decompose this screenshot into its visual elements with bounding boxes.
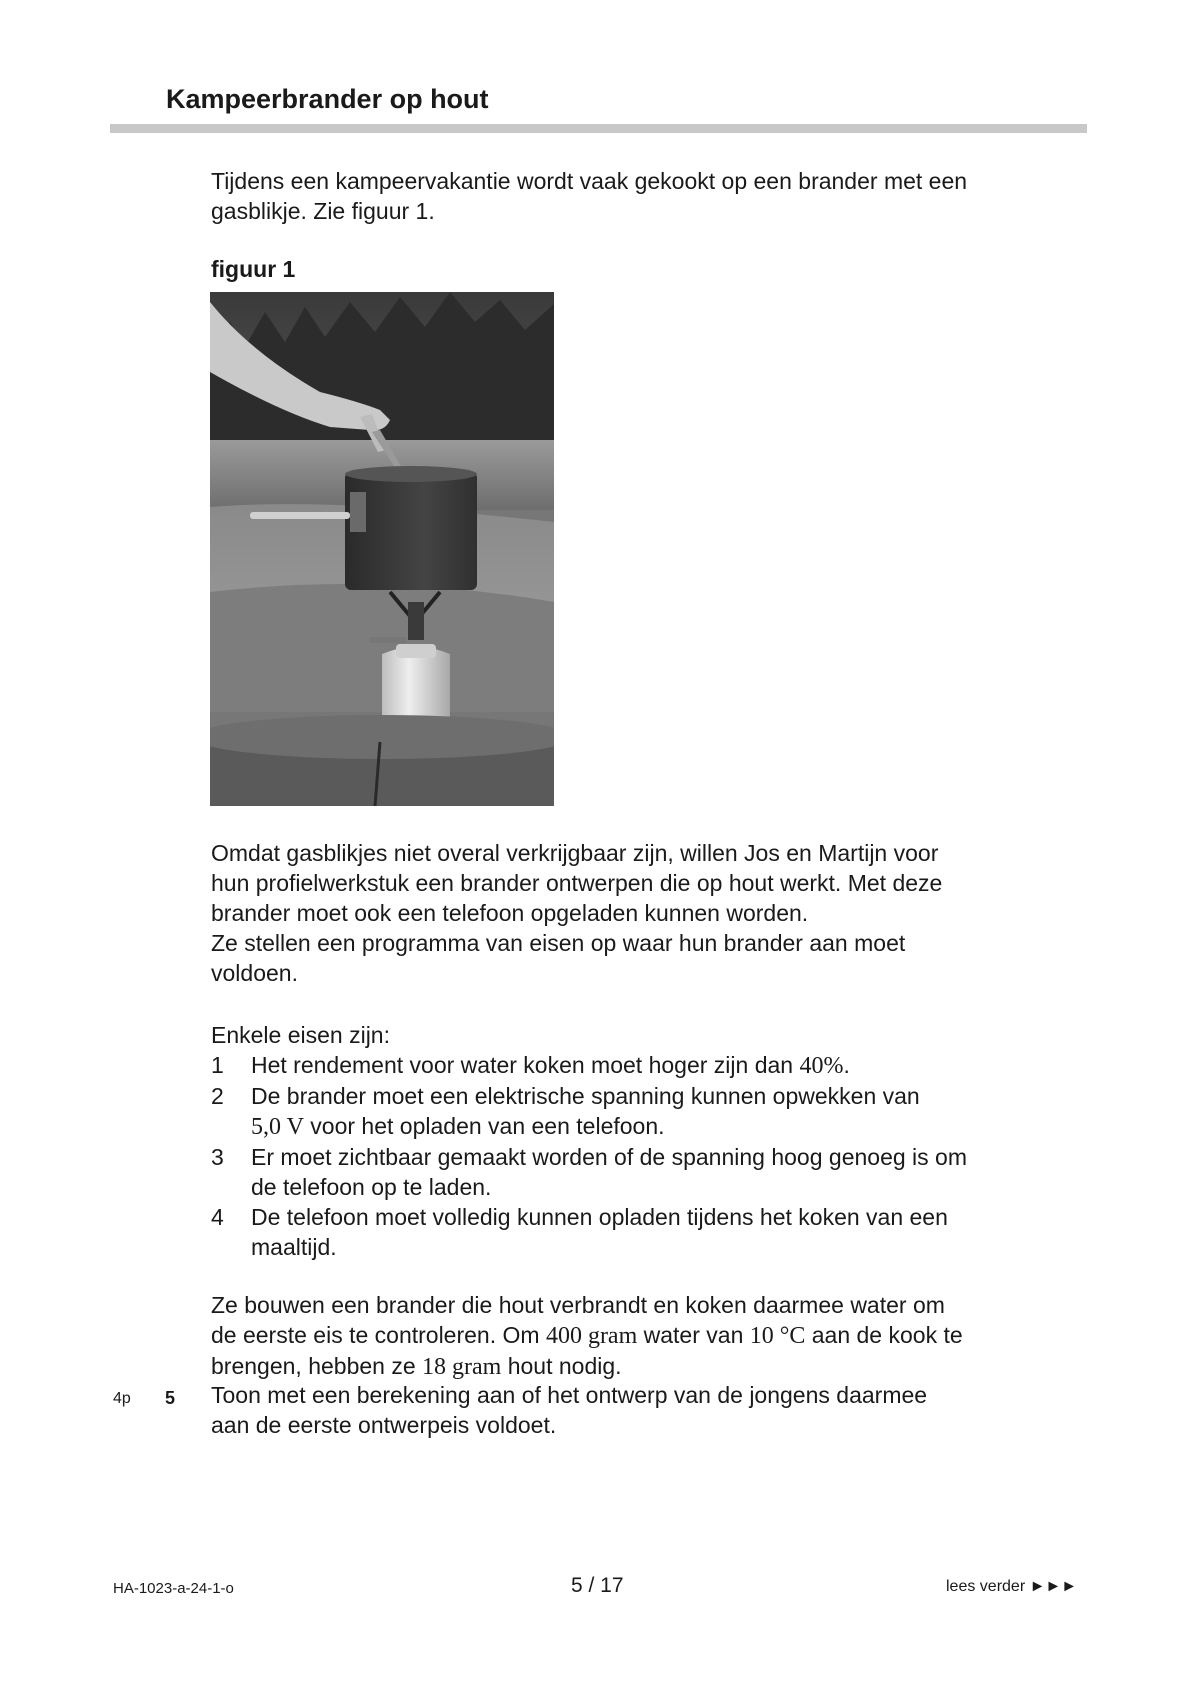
intro-paragraph: Tijdens een kampeervakantie wordt vaak gekookt op een brander met een gasblikje. Zie figuur 1. — [211, 168, 968, 224]
question-number: 5 — [165, 1388, 176, 1408]
context-paragraph: Omdat gasblikjes niet overal verkrijgbaar zijn, willen Jos en Martijn voor hun profielwerkstuk een brander ontwerpen die op hout werkt. Met deze brander moet ook een telefoon opgeladen kunnen worden. Ze stellen een programma van eisen op waar hun brander aan moet voldoen. — [211, 840, 943, 986]
page-title: Kampeerbrander op hout — [166, 84, 489, 114]
list-item: 1 Het rendement voor water koken moet hoger zijn dan 40%. — [211, 1052, 850, 1079]
exam-code: HA-1023-a-24-1-o — [113, 1580, 234, 1597]
experiment-paragraph: Ze bouwen een brander die hout verbrandt en koken daarmee water om de eerste eis te controleren. Om 400 gram water van 10 °C aan de kook te brengen, hebben ze 18 gram hout nodig. — [211, 1292, 963, 1380]
requirements-list — [211, 1050, 1061, 1262]
requirements-intro: Enkele eisen zijn: — [211, 1022, 390, 1048]
question-text: Toon met een berekening aan of het ontwerp van de jongens daarmee aan de eerste ontwerpeis voldoet. — [211, 1382, 928, 1438]
page-number: 5 / 17 — [571, 1574, 624, 1597]
figure-label: figuur 1 — [211, 256, 296, 282]
list-item: 2 De brander moet een elektrische spanning kunnen opwekken van 5,0 V voor het opladen van een telefoon. — [211, 1083, 920, 1140]
title-rule — [110, 124, 1087, 133]
list-item: 4 De telefoon moet volledig kunnen opladen tijdens het koken van een maaltijd. — [211, 1204, 948, 1260]
list-item: 3 Er moet zichtbaar gemaakt worden of de spanning hoog genoeg is om de telefoon op te laden. — [211, 1144, 967, 1200]
continue-label: lees verder ►►► — [946, 1578, 1078, 1595]
question-points: 4p — [113, 1390, 131, 1407]
figure-photo — [210, 292, 554, 806]
